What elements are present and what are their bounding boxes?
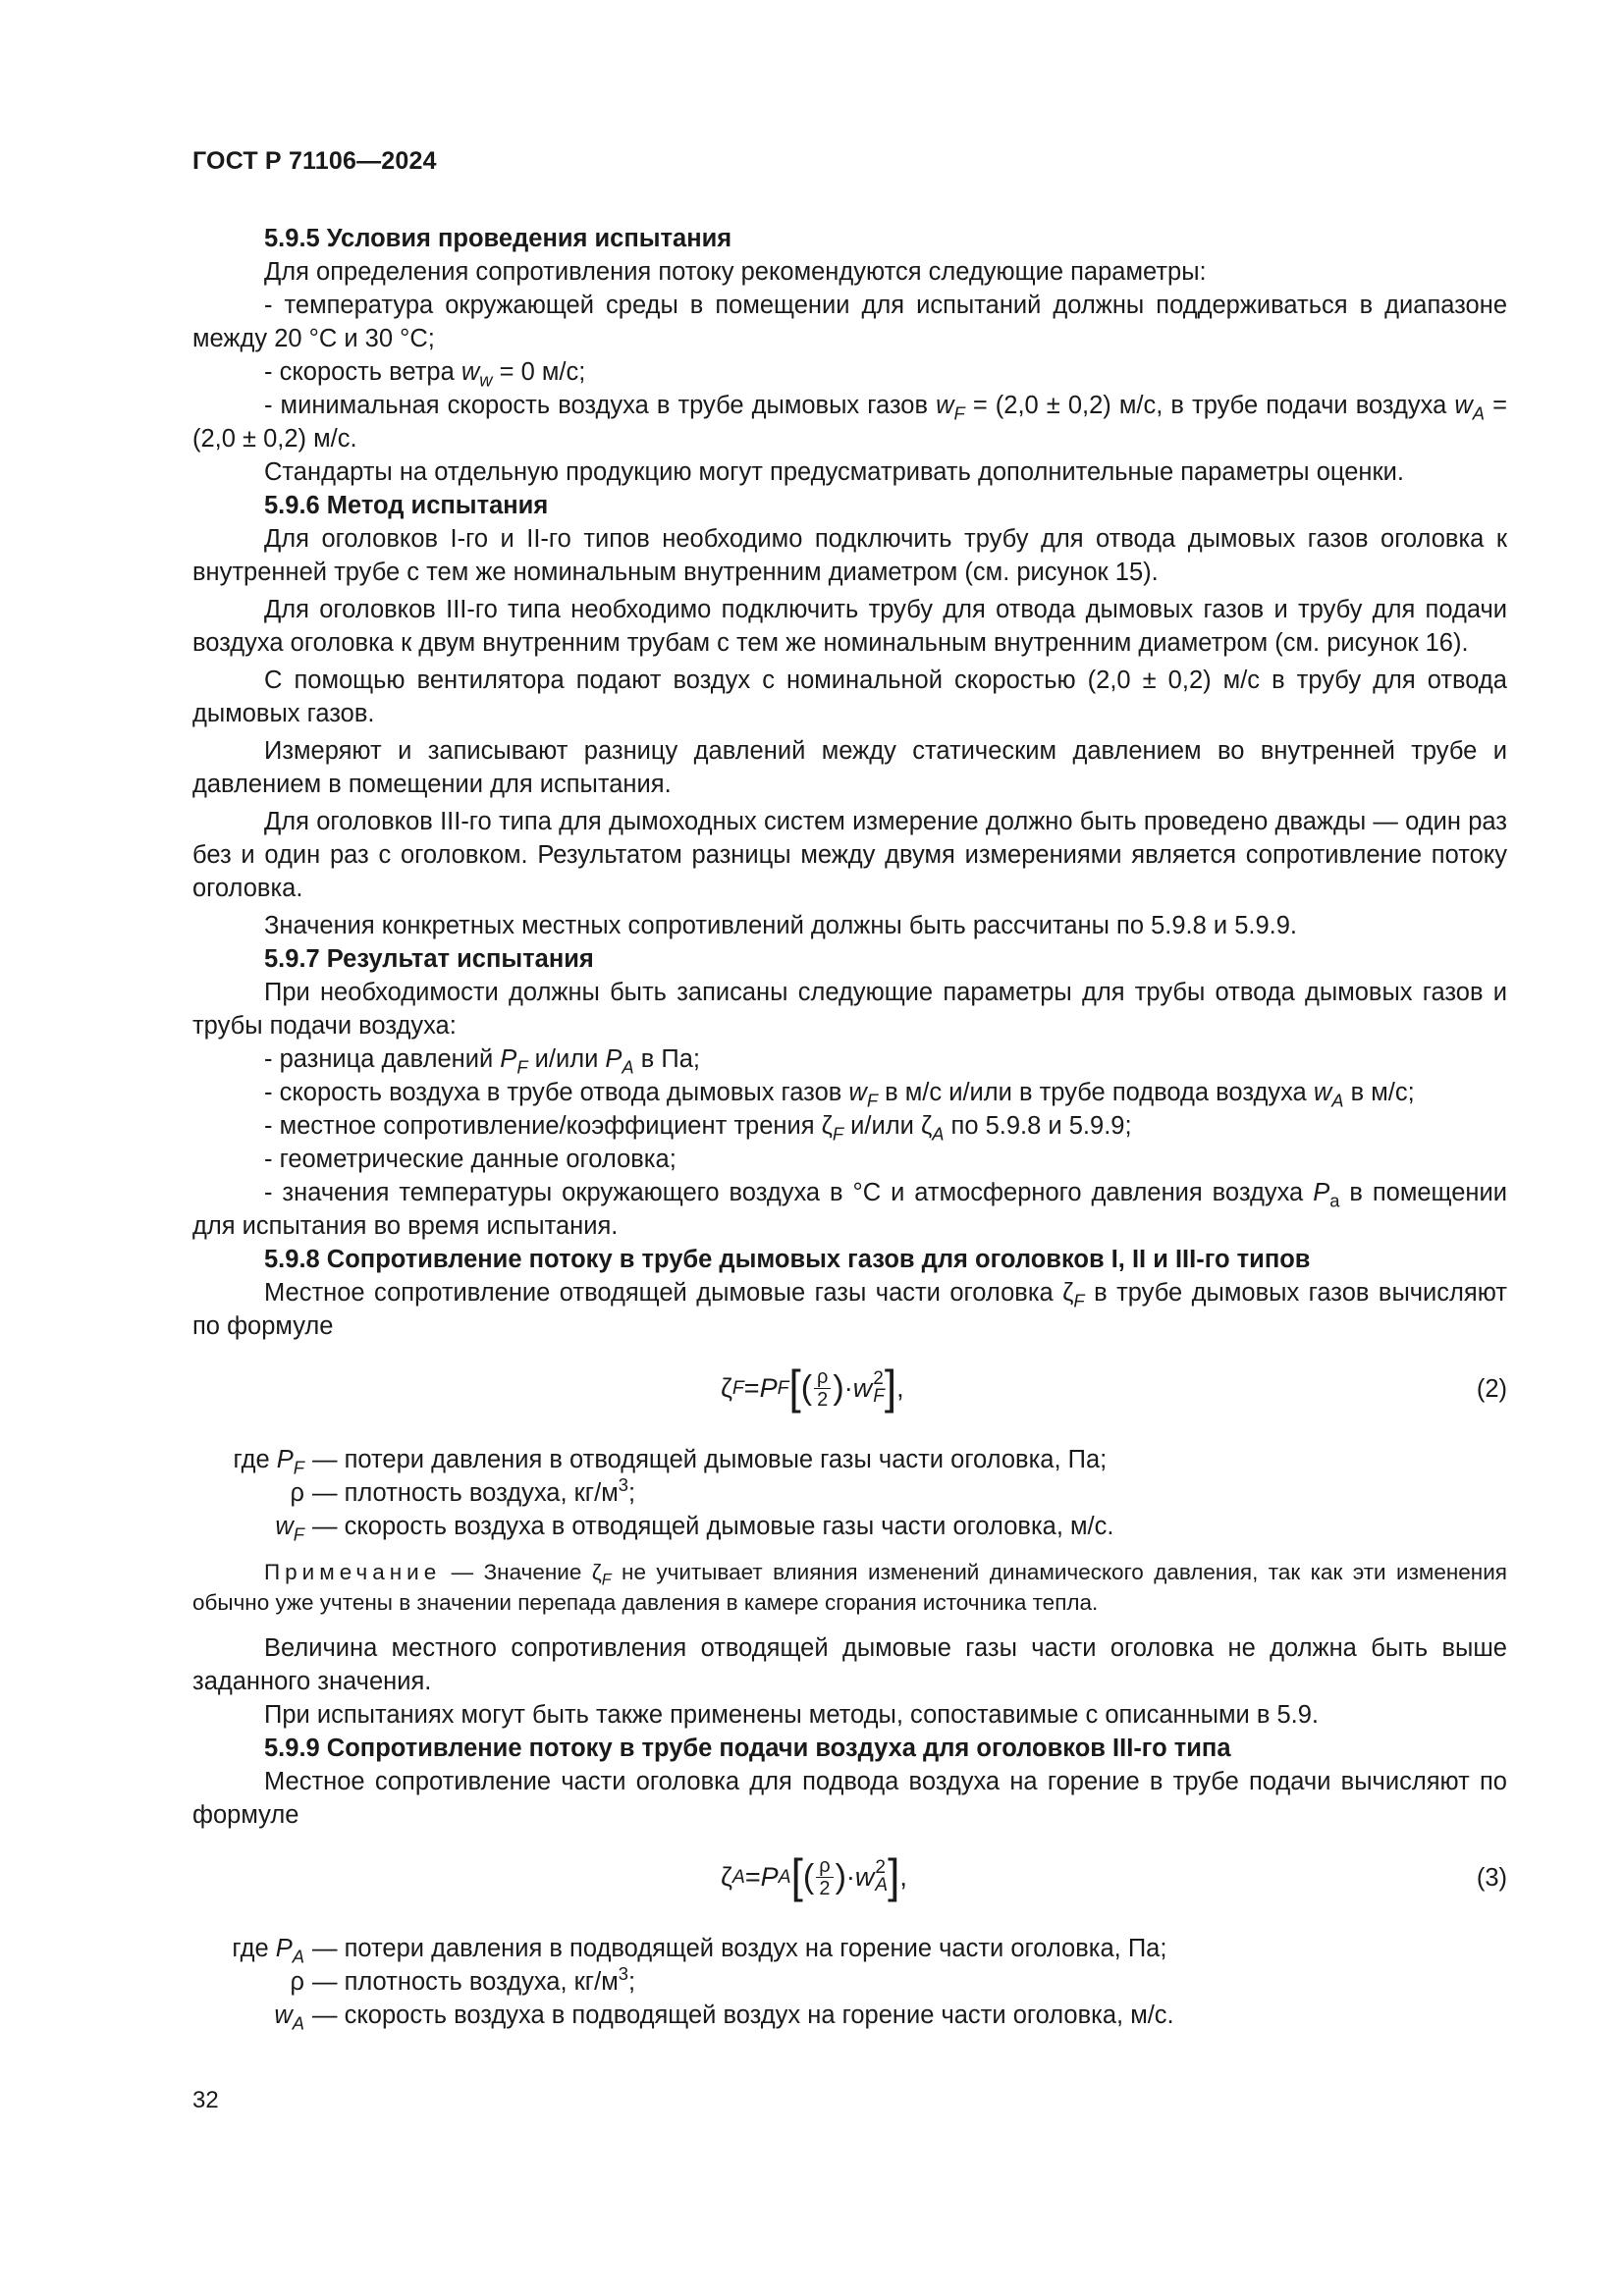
section-5-9-8-title: 5.9.8 Сопротивление потоку в трубе дымовых газов для оголовков I, II и III-го типов xyxy=(264,1246,1311,1273)
paragraph: Для оголовков III-го типа необходимо подключить трубу для отвода дымовых газов и трубу для подачи воздуха оголовка к двум внутренним трубам с тем же номинальным внутренним диаметром (см. рисунок 16). xyxy=(192,596,1507,657)
document-header: ГОСТ Р 71106—2024 xyxy=(192,147,437,175)
section-5-9-6-title: 5.9.6 Метод испытания xyxy=(264,492,549,519)
where-item: где $P_A$ — потери давления в подводящей воздух на горение части оголовка, Па; xyxy=(232,1935,1167,1967)
paragraph: Величина местного сопротивления отводящей дымовые газы части оголовка не должна быть выше заданного значения. xyxy=(192,1634,1507,1695)
section-5-9-7-title: 5.9.7 Результат испытания xyxy=(264,945,594,973)
paragraph: Местное сопротивление части оголовка для подвода воздуха на горение в трубе подачи вычисляют по формуле xyxy=(192,1768,1507,1829)
list-item: - разница давлений $P_F$ и/или $P_A$ в Па; xyxy=(264,1045,700,1078)
paragraph: Измеряют и записывают разницу давлений между статическим давлением во внутренней трубе и давлением в помещении для испытания. xyxy=(192,737,1507,798)
paragraph: Значения конкретных местных сопротивлений должны быть рассчитаны по 5.9.8 и 5.9.9. xyxy=(264,912,1298,939)
document-body xyxy=(192,222,1507,2032)
page-number: 32 xyxy=(192,2087,219,2113)
formula-3-expression: ζ A = P A [ ( $\frac{\rho}{2}$ ) · w 2 A ] , xyxy=(721,1849,907,1903)
list-item: - скорость воздуха в трубе отвода дымовых газов $w_F$ в м/с и/или в трубе подвода воздуха $w_A$ в м/с; xyxy=(264,1079,1415,1111)
paragraph: Для оголовков III-го типа для дымоходных систем измерение должно быть проведено дважды — один раз без и один раз с оголовком. Результатом разницы между двумя измерениями является сопротивление потоку оголовка. xyxy=(192,808,1507,902)
paragraph: При испытаниях могут быть также применены методы, сопоставимые с описанными в 5.9. xyxy=(264,1701,1320,1729)
where-item: $w_F$ — скорость воздуха в отводящей дымовые газы части оголовка, м/с. xyxy=(275,1513,1114,1545)
section-5-9-9-title: 5.9.9 Сопротивление потоку в трубе подачи воздуха для оголовков III-го типа xyxy=(264,1735,1231,1762)
list-item: - минимальная скорость воздуха в трубе дымовых газов $w_F = (2,0 \pm 0,2)$ м/с, в трубе подачи воздуха $w_A = (2,0 \pm 0,2)$ м/с. xyxy=(192,392,1507,453)
paragraph: С помощью вентилятора подают воздух с номинальной скоростью (2,0 ± 0,2) м/с в трубу для отвода дымовых газов. xyxy=(192,667,1507,727)
paragraph: Для определения сопротивления потоку рекомендуются следующие параметры: xyxy=(264,258,1207,286)
list-item: - температура окружающей среды в помещении для испытаний должны поддерживаться в диапазоне между 20 °С и 30 °С; xyxy=(192,292,1507,352)
where-item: ρ — плотность воздуха, $кг/м^3$; xyxy=(290,1473,636,1507)
list-item: - местное сопротивление/коэффициент трения $\zeta_F$ и/или $\zeta_A$ по 5.9.8 и 5.9.9; xyxy=(264,1112,1132,1145)
formula-3 xyxy=(192,1840,1507,1918)
fraction: $\frac{\rho}{2}$ xyxy=(816,1855,833,1899)
note: Примечание — Значение $\zeta_F$ не учитывает влияния изменений динамического давления, так как эти изменения обычно уже учтены в значении перепада давления в камере сгорания источника тепла. xyxy=(192,1560,1507,1615)
paragraph: При необходимости должны быть записаны следующие параметры для трубы отвода дымовых газов и трубы подачи воздуха: xyxy=(192,979,1507,1040)
list-item: - значения температуры окружающего воздуха в °С и атмосферного давления воздуха $P_a$ в помещении для испытания во время испытания. xyxy=(192,1179,1508,1240)
where-item: ρ — плотность воздуха, $кг/м^3$; xyxy=(290,1962,636,1996)
formula-number: (2) xyxy=(1476,1375,1507,1403)
formula-number: (3) xyxy=(1476,1864,1507,1892)
fraction: $\frac{\rho}{2}$ xyxy=(814,1366,831,1411)
paragraph: Для оголовков I-го и II-го типов необходимо подключить трубу для отвода дымовых газов оголовка к внутренней трубе с тем же номинальным внутренним диаметром (см. рисунок 15). xyxy=(192,525,1507,586)
formula-2-expression: ζ F = P F [ ( $\frac{\rho}{2}$ ) · w 2 F ] , xyxy=(721,1361,904,1415)
section-5-9-5-title: 5.9.5 Условия проведения испытания xyxy=(264,225,732,252)
list-item: - скорость ветра $w_w = 0$ м/с; xyxy=(264,358,586,391)
formula-2 xyxy=(192,1351,1507,1429)
where-item: где $P_F$ — потери давления в отводящей дымовые газы части оголовка, Па; xyxy=(233,1446,1108,1478)
list-item: - геометрические данные оголовка; xyxy=(264,1146,677,1173)
paragraph: Стандарты на отдельную продукцию могут предусматривать дополнительные параметры оценки. xyxy=(264,458,1404,486)
paragraph: Местное сопротивление отводящей дымовые газы части оголовка $\zeta_F$ в трубе дымовых газов вычисляют по формуле xyxy=(192,1279,1507,1340)
where-item: $w_A$ — скорость воздуха в подводящей воздух на горение части оголовка, м/с. xyxy=(274,2002,1174,2034)
